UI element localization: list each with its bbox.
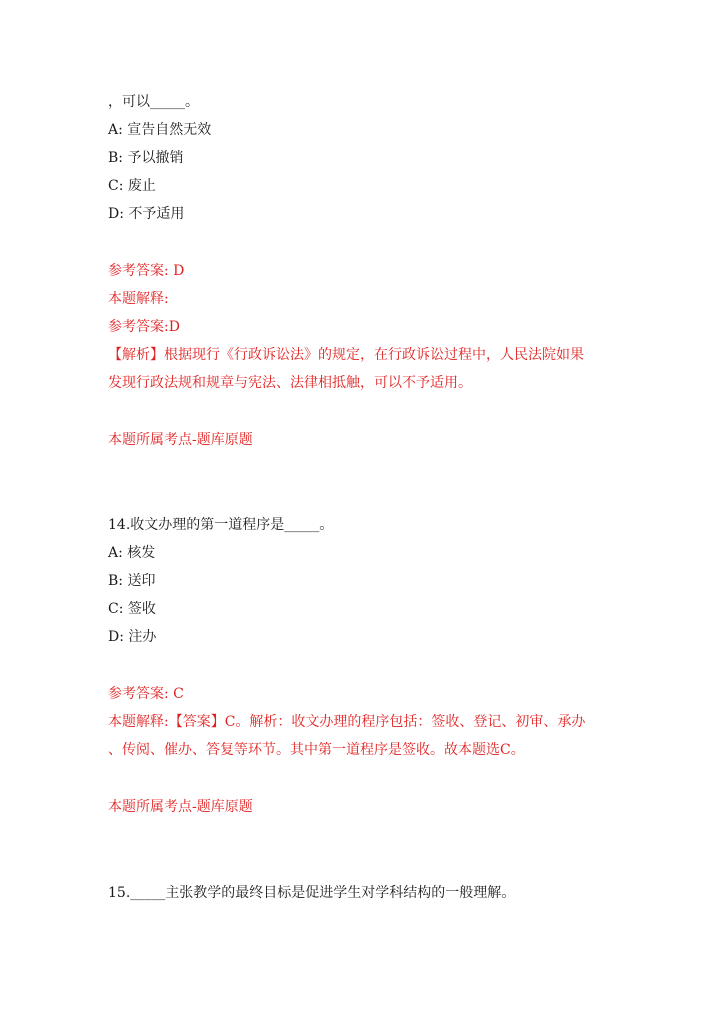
q14-stem: 14.收文办理的第一道程序是_____。 (108, 517, 334, 533)
q14-explain-line-1: 本题解释:【答案】C。解析：收文办理的程序包括：签收、登记、初审、承办 (108, 714, 586, 730)
q14-option-a (108, 543, 155, 563)
option-text: 不予适用 (128, 206, 185, 222)
option-label: A: (108, 122, 128, 138)
q14-explain-line-2: 、传阅、催办、答复等环节。其中第一道程序是签收。故本题选C。 (108, 742, 525, 758)
q13-answer-repeat: 参考答案:D (108, 319, 180, 335)
q13-analysis-line-2: 发现行政法规和规章与宪法、法律相抵触，可以不予适用。 (108, 375, 472, 391)
option-text: 废止 (127, 178, 156, 194)
q13-option-b (108, 148, 183, 168)
q13-answer: 参考答案: D (108, 263, 185, 279)
option-label: D: (108, 206, 129, 222)
q13-analysis-line-1: 【解析】根据现行《行政诉讼法》的规定，在行政诉讼过程中，人民法院如果 (108, 347, 584, 363)
q13-option-c (108, 176, 156, 196)
option-label: C: (108, 601, 128, 617)
q13-stem-tail: ，可以_____。 (108, 94, 199, 110)
option-text: 予以撤销 (127, 150, 184, 166)
q15-stem: 15._____主张教学的最终目标是促进学生对学科结构的一般理解。 (108, 885, 516, 901)
option-text: 核发 (127, 545, 156, 561)
option-label: D: (108, 629, 129, 645)
q13-source: 本题所属考点-题库原题 (108, 432, 253, 448)
q13-explain-title: 本题解释: (108, 291, 169, 307)
option-label: B: (108, 150, 128, 166)
q13-option-a (108, 120, 211, 140)
q14-option-d (108, 627, 156, 647)
option-text: 宣告自然无效 (127, 122, 212, 138)
option-label: A: (108, 545, 128, 561)
q13-option-d (108, 204, 184, 224)
option-text: 签收 (127, 601, 156, 617)
q14-source: 本题所属考点-题库原题 (108, 799, 253, 815)
option-text: 注办 (128, 629, 157, 645)
option-label: B: (108, 573, 128, 589)
q14-answer: 参考答案: C (108, 686, 184, 702)
option-text: 送印 (127, 573, 156, 589)
q14-option-b (108, 571, 155, 591)
q14-option-c (108, 599, 156, 619)
option-label: C: (108, 178, 128, 194)
